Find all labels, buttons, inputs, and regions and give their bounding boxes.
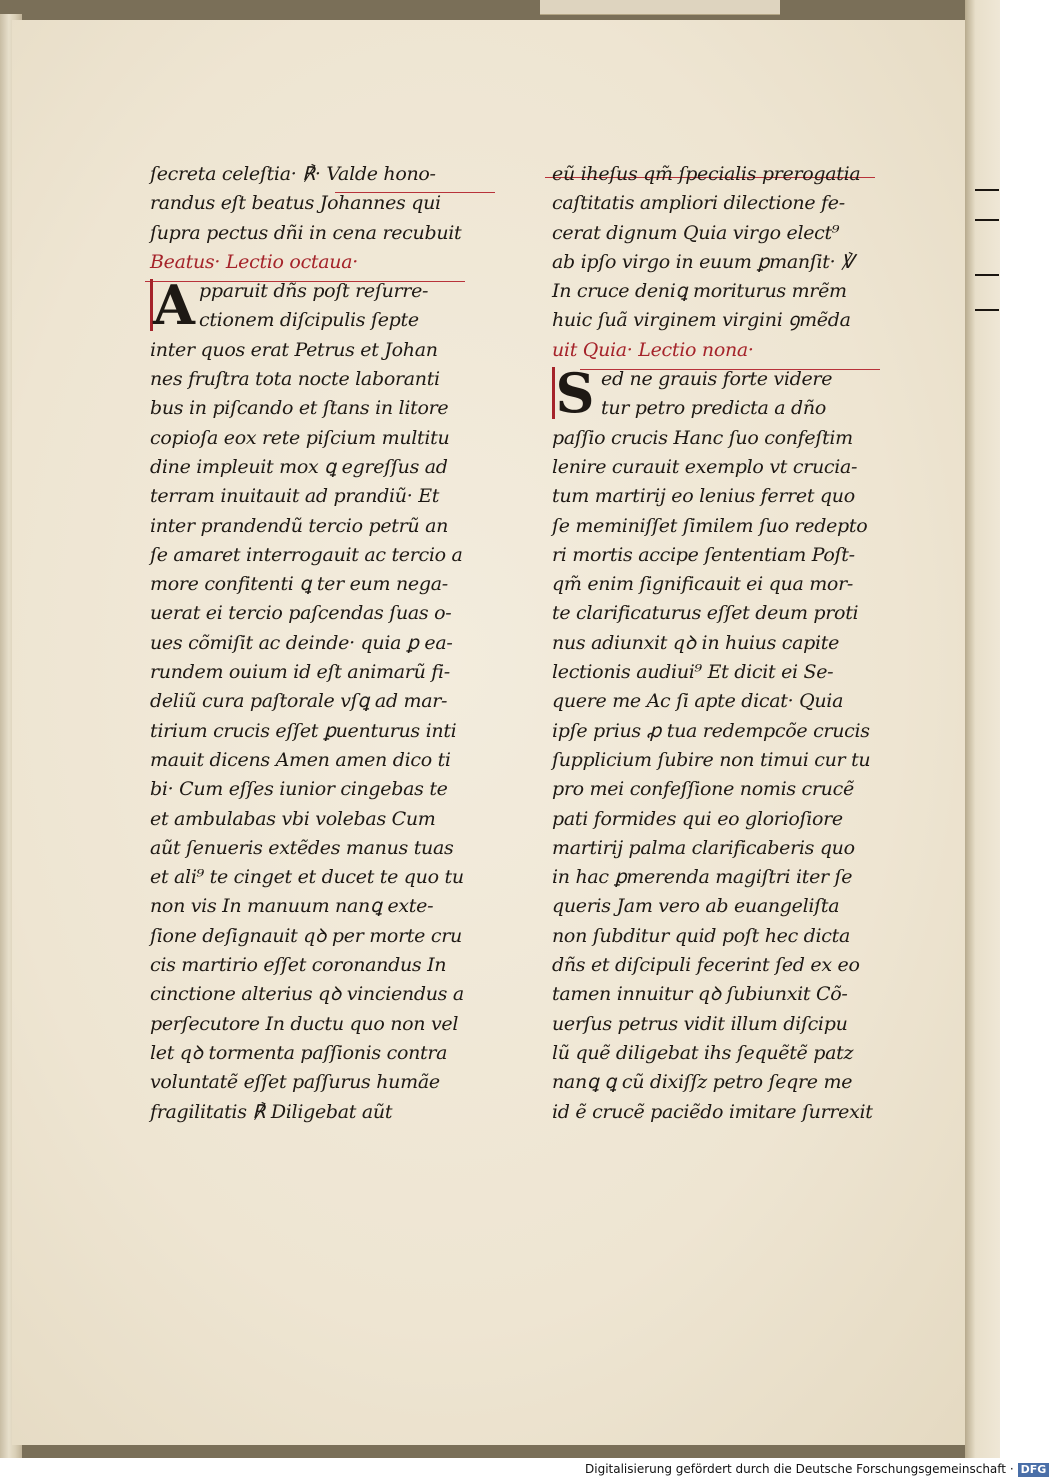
next-page-edge bbox=[965, 0, 1000, 1458]
text-line: nanꝗ ꝗ cũ dixiſſz petro ſeqre me bbox=[552, 1071, 853, 1094]
text-line: et ali⁹ te cinget et ducet te quo tu bbox=[150, 866, 464, 889]
text-line: ues cõmiſit ac deinde· quia ꝑ ea- bbox=[150, 631, 453, 654]
text-line: paſſio crucis Hanc ſuo confeſtim bbox=[552, 426, 853, 449]
text-line: nes fruſtra tota nocte laboranti bbox=[150, 368, 440, 391]
decorated-initial: A bbox=[150, 279, 193, 331]
text-line: caſtitatis ampliori dilectione fe- bbox=[552, 192, 845, 215]
text-line: deliũ cura paſtorale vſꝗ ad mar- bbox=[150, 690, 448, 713]
text-line: cis martirio eſſet coronandus In bbox=[150, 954, 447, 977]
text-line: mauit dicens Amen amen dico ti bbox=[150, 748, 451, 771]
text-line: tur petro predicta a dño bbox=[601, 397, 826, 420]
text-line: dñs et diſcipuli fecerint ſed ex eo bbox=[552, 954, 860, 977]
credit-text: Digitalisierung gefördert durch die Deutsche Forschungsgemeinschaft · bbox=[585, 1462, 1014, 1476]
text-line: terram inuitauit ad prandiũ· Et bbox=[150, 485, 440, 508]
text-column-left bbox=[150, 160, 490, 1127]
text-line: In cruce deniꝗ moriturus mrẽm bbox=[552, 280, 847, 303]
text-line: ſe meminiſſet ſimilem ſuo redepto bbox=[552, 514, 868, 537]
text-line: cinctione alterius qꝺ vinciendus a bbox=[150, 983, 464, 1006]
text-line: eũ iheſus qm̃ ſpecialis prerogatia bbox=[552, 163, 861, 185]
text-line: inter quos erat Petrus et Johan bbox=[150, 338, 438, 361]
text-line: qm̃ enim ſignificauit ei qua mor- bbox=[552, 573, 853, 596]
text-line: ſione deſignauit qꝺ per morte cru bbox=[150, 924, 462, 947]
text-line: non vis In manuum nanꝗ exte- bbox=[150, 895, 434, 918]
text-line: ipſe prius ꝓ tua redempcõe crucis bbox=[552, 719, 870, 742]
text-line: ſupplicium ſubire non timui cur tu bbox=[552, 748, 871, 771]
text-line: ed ne grauis forte videre bbox=[601, 368, 833, 391]
dfg-logo: DFG bbox=[1018, 1463, 1049, 1477]
text-line: inter prandendũ tercio petrũ an bbox=[150, 514, 449, 537]
text-line: dine impleuit mox ꝗ egreſſus ad bbox=[150, 455, 448, 478]
text-line: id ẽ crucẽ paciẽdo imitare ſurrexit bbox=[552, 1100, 873, 1123]
text-line: more confitenti ꝗ ter eum nega- bbox=[150, 573, 448, 596]
text-line: pparuit dñs poſt reſurre- bbox=[199, 280, 429, 303]
text-line-rubric: uit Quia· Lectio nona· bbox=[552, 338, 754, 361]
text-line: ſe amaret interrogauit ac tercio a bbox=[150, 543, 463, 566]
text-line: et ambulabas vbi volebas Cum bbox=[150, 807, 436, 830]
text-line: queris Jam vero ab euangeliſta bbox=[552, 895, 840, 918]
text-line: perſecutore In ductu quo non vel bbox=[150, 1012, 459, 1035]
text-column-right bbox=[552, 160, 887, 1127]
next-page-fragment bbox=[975, 260, 999, 276]
text-line: ri mortis accipe ſententiam Poſt- bbox=[552, 543, 855, 566]
text-line: tirium crucis eſſet ꝑuenturus inti bbox=[150, 719, 457, 742]
initial-block bbox=[150, 273, 490, 338]
text-line: let qꝺ tormenta paſſionis contra bbox=[150, 1041, 448, 1064]
text-line: uerſus petrus vidit illum diſcipu bbox=[552, 1012, 848, 1035]
text-line: bi· Cum eſſes iunior cingebas te bbox=[150, 778, 448, 801]
text-line: tamen innuitur qꝺ ſubiunxit Cõ- bbox=[552, 983, 848, 1006]
text-line: te clarificaturus eſſet deum proti bbox=[552, 602, 859, 625]
next-page-fragment bbox=[975, 295, 999, 311]
text-line: lectionis audiui⁹ Et dicit ei Se- bbox=[552, 661, 834, 684]
initial-block bbox=[552, 361, 887, 426]
text-line: cerat dignum Quia virgo elect⁹ bbox=[552, 221, 840, 244]
text-line: lũ quẽ diligebat ihs ſequẽtẽ patz bbox=[552, 1041, 854, 1064]
text-line: voluntatẽ eſſet paſſurus humãe bbox=[150, 1071, 440, 1094]
text-line: pati formides qui eo glorioſiore bbox=[552, 807, 843, 830]
next-page-fragment bbox=[975, 205, 999, 221]
text-line: bus in piſcando et ſtans in litore bbox=[150, 397, 449, 420]
text-line: quere me Ac ſi apte dicat· Quia bbox=[552, 690, 844, 713]
text-line: ſecreta celeſtia· ℟· Valde hono- bbox=[150, 163, 436, 185]
text-line: lenire curauit exemplo vt crucia- bbox=[552, 455, 858, 478]
text-line: randus eſt beatus Johannes qui bbox=[150, 192, 441, 215]
text-line: rundem ouium id eſt animarũ fi- bbox=[150, 661, 450, 684]
digitization-credit bbox=[585, 1459, 1047, 1480]
text-line: aũt ſenueris extẽdes manus tuas bbox=[150, 836, 454, 859]
text-line: martirij palma clarificaberis quo bbox=[552, 836, 855, 859]
text-line: pro mei confeſſione nomis crucẽ bbox=[552, 778, 854, 801]
top-binding-strip bbox=[540, 0, 780, 15]
text-line: fragilitatis ℟ Diligebat aũt bbox=[150, 1100, 393, 1123]
text-line-rubric: Beatus· Lectio octaua· bbox=[150, 250, 358, 273]
decorated-initial: S bbox=[552, 367, 595, 419]
text-line: in hac ꝑmerenda magiſtri iter ſe bbox=[552, 866, 853, 889]
text-line: ab ipſo virgo in euum ꝑmanſit· ℣ bbox=[552, 250, 854, 273]
text-line: ctionem diſcipulis ſepte bbox=[199, 309, 419, 332]
text-line: huic ſuã virginem virgini ꝯmẽda bbox=[552, 309, 851, 332]
text-line: uerat ei tercio paſcendas ſuas o- bbox=[150, 602, 452, 625]
text-line: nus adiunxit qꝺ in huius capite bbox=[552, 631, 840, 654]
text-line: ſupra pectus dñi in cena recubuit bbox=[150, 221, 462, 244]
text-line: copioſa eox rete piſcium multitu bbox=[150, 426, 450, 449]
text-line: tum martirij eo lenius ferret quo bbox=[552, 485, 855, 508]
next-page-fragment bbox=[975, 175, 999, 191]
text-line: non ſubditur quid poſt hec dicta bbox=[552, 924, 851, 947]
